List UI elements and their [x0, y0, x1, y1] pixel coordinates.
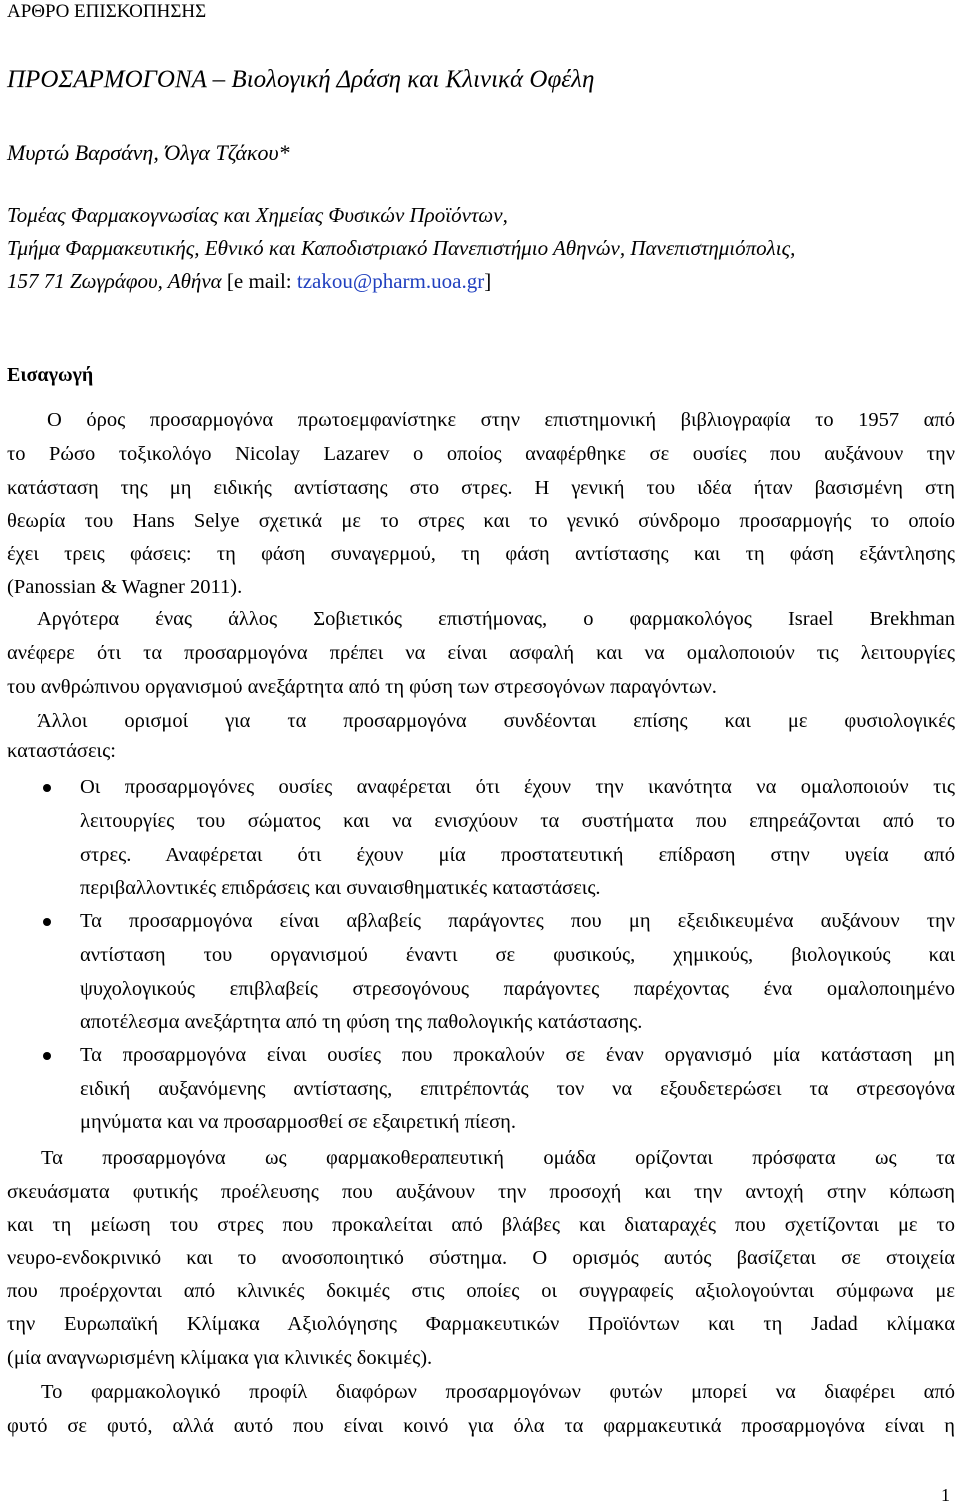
intro-line: Άλλοι ορισμοί για τα προσαρμογόνα συνδέονται επίσης και με φυσιολογικές: [37, 710, 955, 732]
para2-line: σκευάσματα φυτικής προέλευσης που αυξάνουν την προσοχή και την αντοχή στην κόπωση: [7, 1181, 955, 1203]
bullet-3-line: Τα προσαρμογόνα είναι ουσίες που προκαλούν σε έναν οργανισμό μία κατάσταση μη: [80, 1044, 955, 1066]
bullet-2-line: αποτέλεσμα ανεξάρτητα από τη φύση της παθολογικής κατάστασης.: [80, 1011, 643, 1033]
intro-heading: Εισαγωγή: [7, 364, 94, 386]
intro-line: θεωρία του Hans Selye σχετικά με το στρες και το γενικό σύνδρομο προσαρμογής το οποίο: [7, 510, 955, 532]
affiliation-line-3: [7, 269, 491, 293]
affiliation-line-1: Τομέας Φαρμακογνωσίας και Χημείας Φυσικών Προϊόντων,: [7, 203, 508, 227]
bullet-2-line: Τα προσαρμογόνα είναι αβλαβείς παράγοντες που μη εξειδικευμένα αυξάνουν την: [80, 910, 955, 932]
bullet-1-line: λειτουργίες του σώματος και να ενισχύουν τα συστήματα που επηρεάζονται από το: [80, 810, 955, 832]
intro-line: του ανθρώπινου οργανισμού ανεξάρτητα από τη φύση των στρεσογόνων παραγόντων.: [7, 676, 717, 698]
bullet-icon: [43, 918, 51, 926]
para2-line: που προέρχονται από κλινικές δοκιμές στις οποίες οι συγγραφείς αξιολογούνται σύμφωνα με: [7, 1280, 955, 1302]
para2-line: (μία αναγνωρισμένη κλίμακα για κλινικές δοκιμές).: [7, 1347, 433, 1369]
para2-line: Τα προσαρμογόνα ως φαρμακοθεραπευτική ομάδα ορίζονται πρόσφατα ως τα: [41, 1147, 955, 1169]
intro-line: ανέφερε ότι τα προσαρμογόνα πρέπει να είναι ασφαλή και να ομαλοποιούν τις λειτουργίες: [7, 642, 955, 664]
affiliation-line-2: Τμήμα Φαρμακευτικής, Εθνικό και Καποδιστριακό Πανεπιστήμιο Αθηνών, Πανεπιστημιόπολις,: [7, 236, 796, 260]
para3-line: Το φαρμακολογικό προφίλ διαφόρων προσαρμογόνων φυτών μπορεί να διαφέρει από: [41, 1381, 955, 1403]
bullet-1-line: περιβαλλοντικές επιδράσεις και συναισθηματικές καταστάσεις.: [80, 877, 601, 899]
section-label: ΑΡΘΡΟ ΕΠΙΣΚΟΠΗΣΗΣ: [7, 1, 207, 22]
bullet-2-line: αντίσταση του οργανισμού έναντι σε φυσικούς, χημικούς, βιολογικούς και: [80, 944, 955, 966]
article-authors: Μυρτώ Βαρσάνη, Όλγα Τζάκου*: [7, 140, 290, 165]
article-title: ΠΡΟΣΑΡΜΟΓΟΝΑ – Βιολογική Δράση και Κλινικά Οφέλη: [7, 66, 595, 93]
bullet-2-line: ψυχολογικούς επιβλαβείς στρεσογόνους παράγοντες παρέχοντας ένα ομαλοποιημένο: [80, 978, 955, 1000]
intro-line: κατάσταση της μη ειδικής αντίστασης στο στρες. Η γενική του ιδέα ήταν βασισμένη στη: [7, 477, 955, 499]
intro-line: Ο όρος προσαρμογόνα πρωτοεμφανίστηκε στην επιστημονική βιβλιογραφία το 1957 από: [47, 409, 955, 431]
intro-line: έχει τρεις φάσεις: τη φάση συναγερμού, τη φάση αντίστασης και τη φάση εξάντλησης: [7, 543, 955, 565]
intro-line: (Panossian & Wagner 2011).: [7, 576, 243, 598]
para2-line: την Ευρωπαϊκή Κλίμακα Αξιολόγησης Φαρμακευτικών Προϊόντων και τη Jadad κλίμακα: [7, 1313, 955, 1335]
email-link[interactable]: tzakou@pharm.uoa.gr: [296, 269, 485, 293]
bullet-icon: [43, 784, 51, 792]
bullet-3-line: μηνύματα και να προσαρμοσθεί σε εξαιρετική πίεση.: [80, 1111, 517, 1133]
para2-line: και τη μείωση του στρες που προκαλείται από βλάβες και διαταραχές που σχετίζονται με το: [7, 1214, 955, 1236]
intro-line: το Ρώσο τοξικολόγο Nicolay Lazarev ο οποίος αναφέρθηκε σε ουσίες που αυξάνουν την: [7, 443, 955, 465]
bullet-icon: [43, 1052, 51, 1060]
page-number: 1: [941, 1485, 950, 1505]
intro-line: καταστάσεις:: [7, 740, 116, 762]
affiliation-bracket: ]: [484, 269, 492, 293]
affiliation-address: 157 71 Ζωγράφου, Αθήνα: [7, 269, 227, 293]
intro-line: Αργότερα ένας άλλος Σοβιετικός επιστήμονας, ο φαρμακολόγος Israel Brekhman: [37, 608, 955, 630]
bullet-3-line: ειδική αυξανόμενης αντίστασης, επιτρέποντάς τον να εξουδετερώσει τα στρεσογόνα: [80, 1078, 955, 1100]
bullet-1-line: στρες. Αναφέρεται ότι έχουν μία προστατευτική επίδραση στην υγεία από: [80, 844, 955, 866]
para3-line: φυτό σε φυτό, αλλά αυτό που είναι κοινό για όλα τα φαρμακευτικά προσαρμογόνα είναι η: [7, 1415, 955, 1437]
para2-line: νευρο-ενδοκρινικό και το ανοσοποιητικό σύστημα. Ο ορισμός αυτός βασίζεται σε στοιχεία: [7, 1247, 955, 1269]
bullet-1-line: Οι προσαρμογόνες ουσίες αναφέρεται ότι έχουν την ικανότητα να ομαλοποιούν τις: [80, 776, 955, 798]
affiliation-mail-label: [e mail:: [226, 269, 297, 293]
